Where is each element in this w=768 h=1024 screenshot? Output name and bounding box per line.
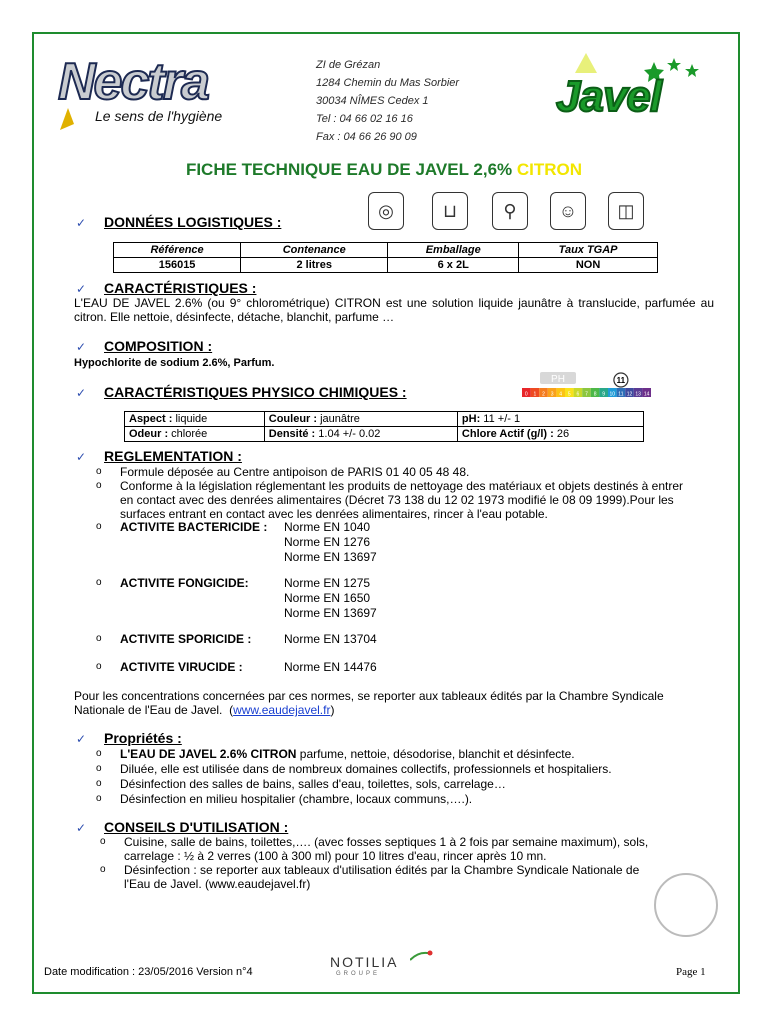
ph-tick-label: 10 — [609, 391, 616, 398]
checkmark-icon: ✓ — [76, 216, 87, 230]
link-close: ) — [330, 703, 335, 717]
ph-tick-label: 8 — [593, 391, 597, 398]
table-header-row — [114, 243, 658, 258]
ph-tick-label: 5 — [567, 391, 571, 398]
table-cell: 6 x 2L — [388, 258, 519, 273]
ph-tick-label: 11 — [618, 391, 624, 398]
list-item: o Cuisine, salle de bains, toilettes,…. (avec fosses septiques 1 à 2 fois par semaine maximum), sols, carrelage : ½ à 2 verres (100 à 300 ml) pour 10 litres d'eau, rincer après 10 mn. — [100, 835, 649, 863]
list-item: o Diluée, elle est utilisée dans de nombreux domaines collectifs, professionnels et hospitaliers. — [96, 762, 612, 776]
activite-item: o ACTIVITE FONGICIDE: — [96, 576, 249, 590]
norme-item: Norme EN 14476 — [284, 660, 377, 674]
link-open: ( — [229, 703, 234, 717]
reglementation-note — [74, 689, 714, 717]
list-item: o Désinfection des salles de bains, salles d'eau, toilettes, sols, carrelage… — [96, 777, 506, 791]
ph-tick-label: 12 — [626, 391, 633, 398]
property-key: Odeur : — [129, 428, 169, 440]
notilia-logo — [330, 950, 440, 982]
table-cell: NON — [519, 258, 658, 273]
swoosh-icon — [410, 950, 434, 962]
section-heading: COMPOSITION : — [104, 338, 213, 354]
norme-list — [284, 660, 377, 675]
ph-tick-label: 6 — [576, 391, 580, 398]
address-line: ZI de Grézan — [316, 59, 381, 71]
table-row — [125, 412, 644, 427]
section-heading: CONSEILS D'UTILISATION : — [104, 819, 289, 835]
address-line: 30034 NÎMES Cedex 1 — [316, 95, 429, 107]
page-title — [40, 160, 728, 180]
checkmark-icon: ✓ — [76, 282, 87, 296]
page-number: Page 1 — [676, 966, 706, 978]
property-value: 26 — [553, 428, 570, 440]
property-value: jaunâtre — [317, 413, 360, 425]
note-text: Pour les concentrations concernées par ces normes, se reporter aux tableaux édités par la Chambre Syndicale Nationale de l'Eau de Javel. — [74, 689, 664, 717]
section-heading: CARACTÉRISTIQUES : — [104, 280, 257, 296]
nectra-tagline: Le sens de l'hygiène — [95, 108, 223, 124]
notilia-wordmark: NOTILIA — [330, 954, 399, 970]
ph-tick-label: 1 — [533, 391, 537, 398]
list-item: o Conforme à la législation réglementant les produits de nettoyage des matériaux et objets destinés à entrer en contact avec des denrées alimentaires (Décret 73 138 du 12 02 1973 modifié le 08 09 1999).Pour les surfaces entrant en contact avec les denrées alimentaires, rincer à l'eau potable. — [96, 479, 683, 521]
property-value: 11 +/- 1 — [480, 413, 521, 425]
nectra-logo — [40, 52, 240, 142]
mop-bucket-icon: ⚲ — [492, 192, 528, 230]
ph-tick-label: 14 — [643, 391, 650, 398]
norme-list — [284, 520, 377, 565]
ph-tick-label: 4 — [559, 391, 563, 398]
section-heading: REGLEMENTATION : — [104, 448, 242, 464]
section-heading: CARACTÉRISTIQUES PHYSICO CHIMIQUES : — [104, 384, 407, 400]
activite-item: o ACTIVITE BACTERICIDE : — [96, 520, 268, 534]
property-value: liquide — [172, 413, 208, 425]
notilia-sub: GROUPE — [336, 971, 381, 977]
section-heading: DONNÉES LOGISTIQUES : — [104, 214, 282, 230]
physico-table — [124, 411, 644, 442]
norme-item: Norme EN 13697 — [284, 550, 377, 564]
norme-item: Norme EN 13704 — [284, 632, 377, 646]
column-header: Taux TGAP — [519, 243, 658, 258]
toilet-icon: ◫ — [608, 192, 644, 230]
checkmark-icon: ✓ — [76, 821, 87, 835]
company-address — [316, 56, 459, 146]
column-header: Contenance — [241, 243, 388, 258]
table-cell — [457, 412, 643, 427]
property-value: 1.04 +/- 0.02 — [315, 428, 381, 440]
logistics-table — [113, 242, 658, 273]
glass-fork-knife-icon: ⊔ — [432, 192, 468, 230]
table-cell — [125, 412, 265, 427]
table-cell: 156015 — [114, 258, 241, 273]
section-heading: Propriétés : — [104, 730, 182, 746]
section-logistique — [76, 214, 281, 230]
footer-date: Date modification : 23/05/2016 Version n°4 — [44, 966, 253, 978]
list-item: o Formule déposée au Centre antipoison de PARIS 01 40 05 48 48. — [96, 465, 470, 479]
list-item: o Désinfection : se reporter aux tableaux d'utilisation édités par la Chambre Syndicale Nationale de l'Eau de Javel. (www.eaudejavel.fr) — [100, 863, 640, 891]
property-key: pH: — [461, 413, 481, 425]
column-header: Emballage — [388, 243, 519, 258]
checkmark-icon: ✓ — [76, 340, 87, 354]
norme-item: Norme EN 1276 — [284, 535, 371, 549]
triangle-icon — [574, 52, 598, 74]
table-row — [114, 258, 658, 273]
address-line: 1284 Chemin du Mas Sorbier — [316, 77, 460, 89]
ph-label: PH — [551, 374, 565, 385]
ph-tick-label: 13 — [635, 391, 641, 398]
property-key: Chlore Actif (g/l) : — [461, 428, 554, 440]
checkmark-icon: ✓ — [76, 450, 87, 464]
caracteristiques-text: L'EAU DE JAVEL 2.6% (ou 9° chlorométrique) CITRON est une solution liquide jaunâtre à translucide, parfumée au citron. Elle nettoie, désinfecte, détache, blanchit, parfume … — [74, 296, 714, 324]
composition-text: Hypochlorite de sodium 2.6%, Parfum. — [74, 357, 275, 369]
section-conseils — [76, 819, 288, 835]
activite-item: o ACTIVITE SPORICIDE : — [96, 632, 252, 646]
norme-list — [284, 576, 377, 621]
ph-scale — [520, 372, 652, 402]
section-composition — [76, 338, 212, 354]
norme-item: Norme EN 1275 — [284, 576, 371, 590]
ph-tick-label: 7 — [585, 391, 588, 398]
column-header: Référence — [114, 243, 241, 258]
title-accent: CITRON — [516, 160, 583, 179]
list-item: o Désinfection en milieu hospitalier (chambre, locaux communs,….). — [96, 792, 473, 806]
list-item: o L'EAU DE JAVEL 2.6% CITRON parfume, nettoie, désodorise, blanchit et désinfecte. — [96, 747, 575, 761]
ph-tick-label: 0 — [524, 391, 528, 398]
property-key: Couleur : — [268, 413, 318, 425]
certification-stamp — [654, 873, 718, 937]
table-cell: 2 litres — [241, 258, 388, 273]
norme-item: Norme EN 1040 — [284, 520, 371, 534]
section-caracteristiques — [76, 280, 256, 296]
activite-item: o ACTIVITE VIRUCIDE : — [96, 660, 243, 674]
cleaning-person-icon: ☺ — [550, 192, 586, 230]
nectra-wordmark: Nectra — [58, 53, 208, 111]
website-link[interactable]: www.eaudejavel.fr — [233, 703, 331, 717]
table-cell — [264, 412, 457, 427]
ph-marker-label: 11 — [616, 376, 626, 385]
norme-item: Norme EN 1650 — [284, 591, 371, 605]
fax-line: Fax : 04 66 26 90 09 — [316, 131, 417, 143]
checkmark-icon: ✓ — [76, 386, 87, 400]
property-key: Densité : — [268, 428, 316, 440]
norme-list — [284, 632, 377, 647]
table-cell — [457, 427, 643, 442]
section-proprietes — [76, 730, 182, 746]
table-row — [125, 427, 644, 442]
title-main: FICHE TECHNIQUE EAU DE JAVEL 2,6% — [185, 160, 513, 179]
table-cell — [125, 427, 265, 442]
section-physico — [76, 384, 407, 400]
ph-scale-graphic — [520, 372, 652, 402]
table-cell — [264, 427, 457, 442]
ph-tick-label: 3 — [550, 391, 554, 398]
phone-line: Tel : 04 66 02 16 16 — [316, 113, 413, 125]
javel-wordmark: Javel — [556, 72, 662, 121]
property-value: chlorée — [168, 428, 208, 440]
checkmark-icon: ✓ — [76, 732, 87, 746]
property-key: Aspect : — [129, 413, 173, 425]
ph-tick-label: 9 — [602, 391, 606, 398]
ph-tick-label: 2 — [542, 391, 545, 398]
norme-item: Norme EN 13697 — [284, 606, 377, 620]
dishes-icon: ◎ — [368, 192, 404, 230]
section-reglementation — [76, 448, 242, 464]
javel-logo — [548, 52, 708, 132]
